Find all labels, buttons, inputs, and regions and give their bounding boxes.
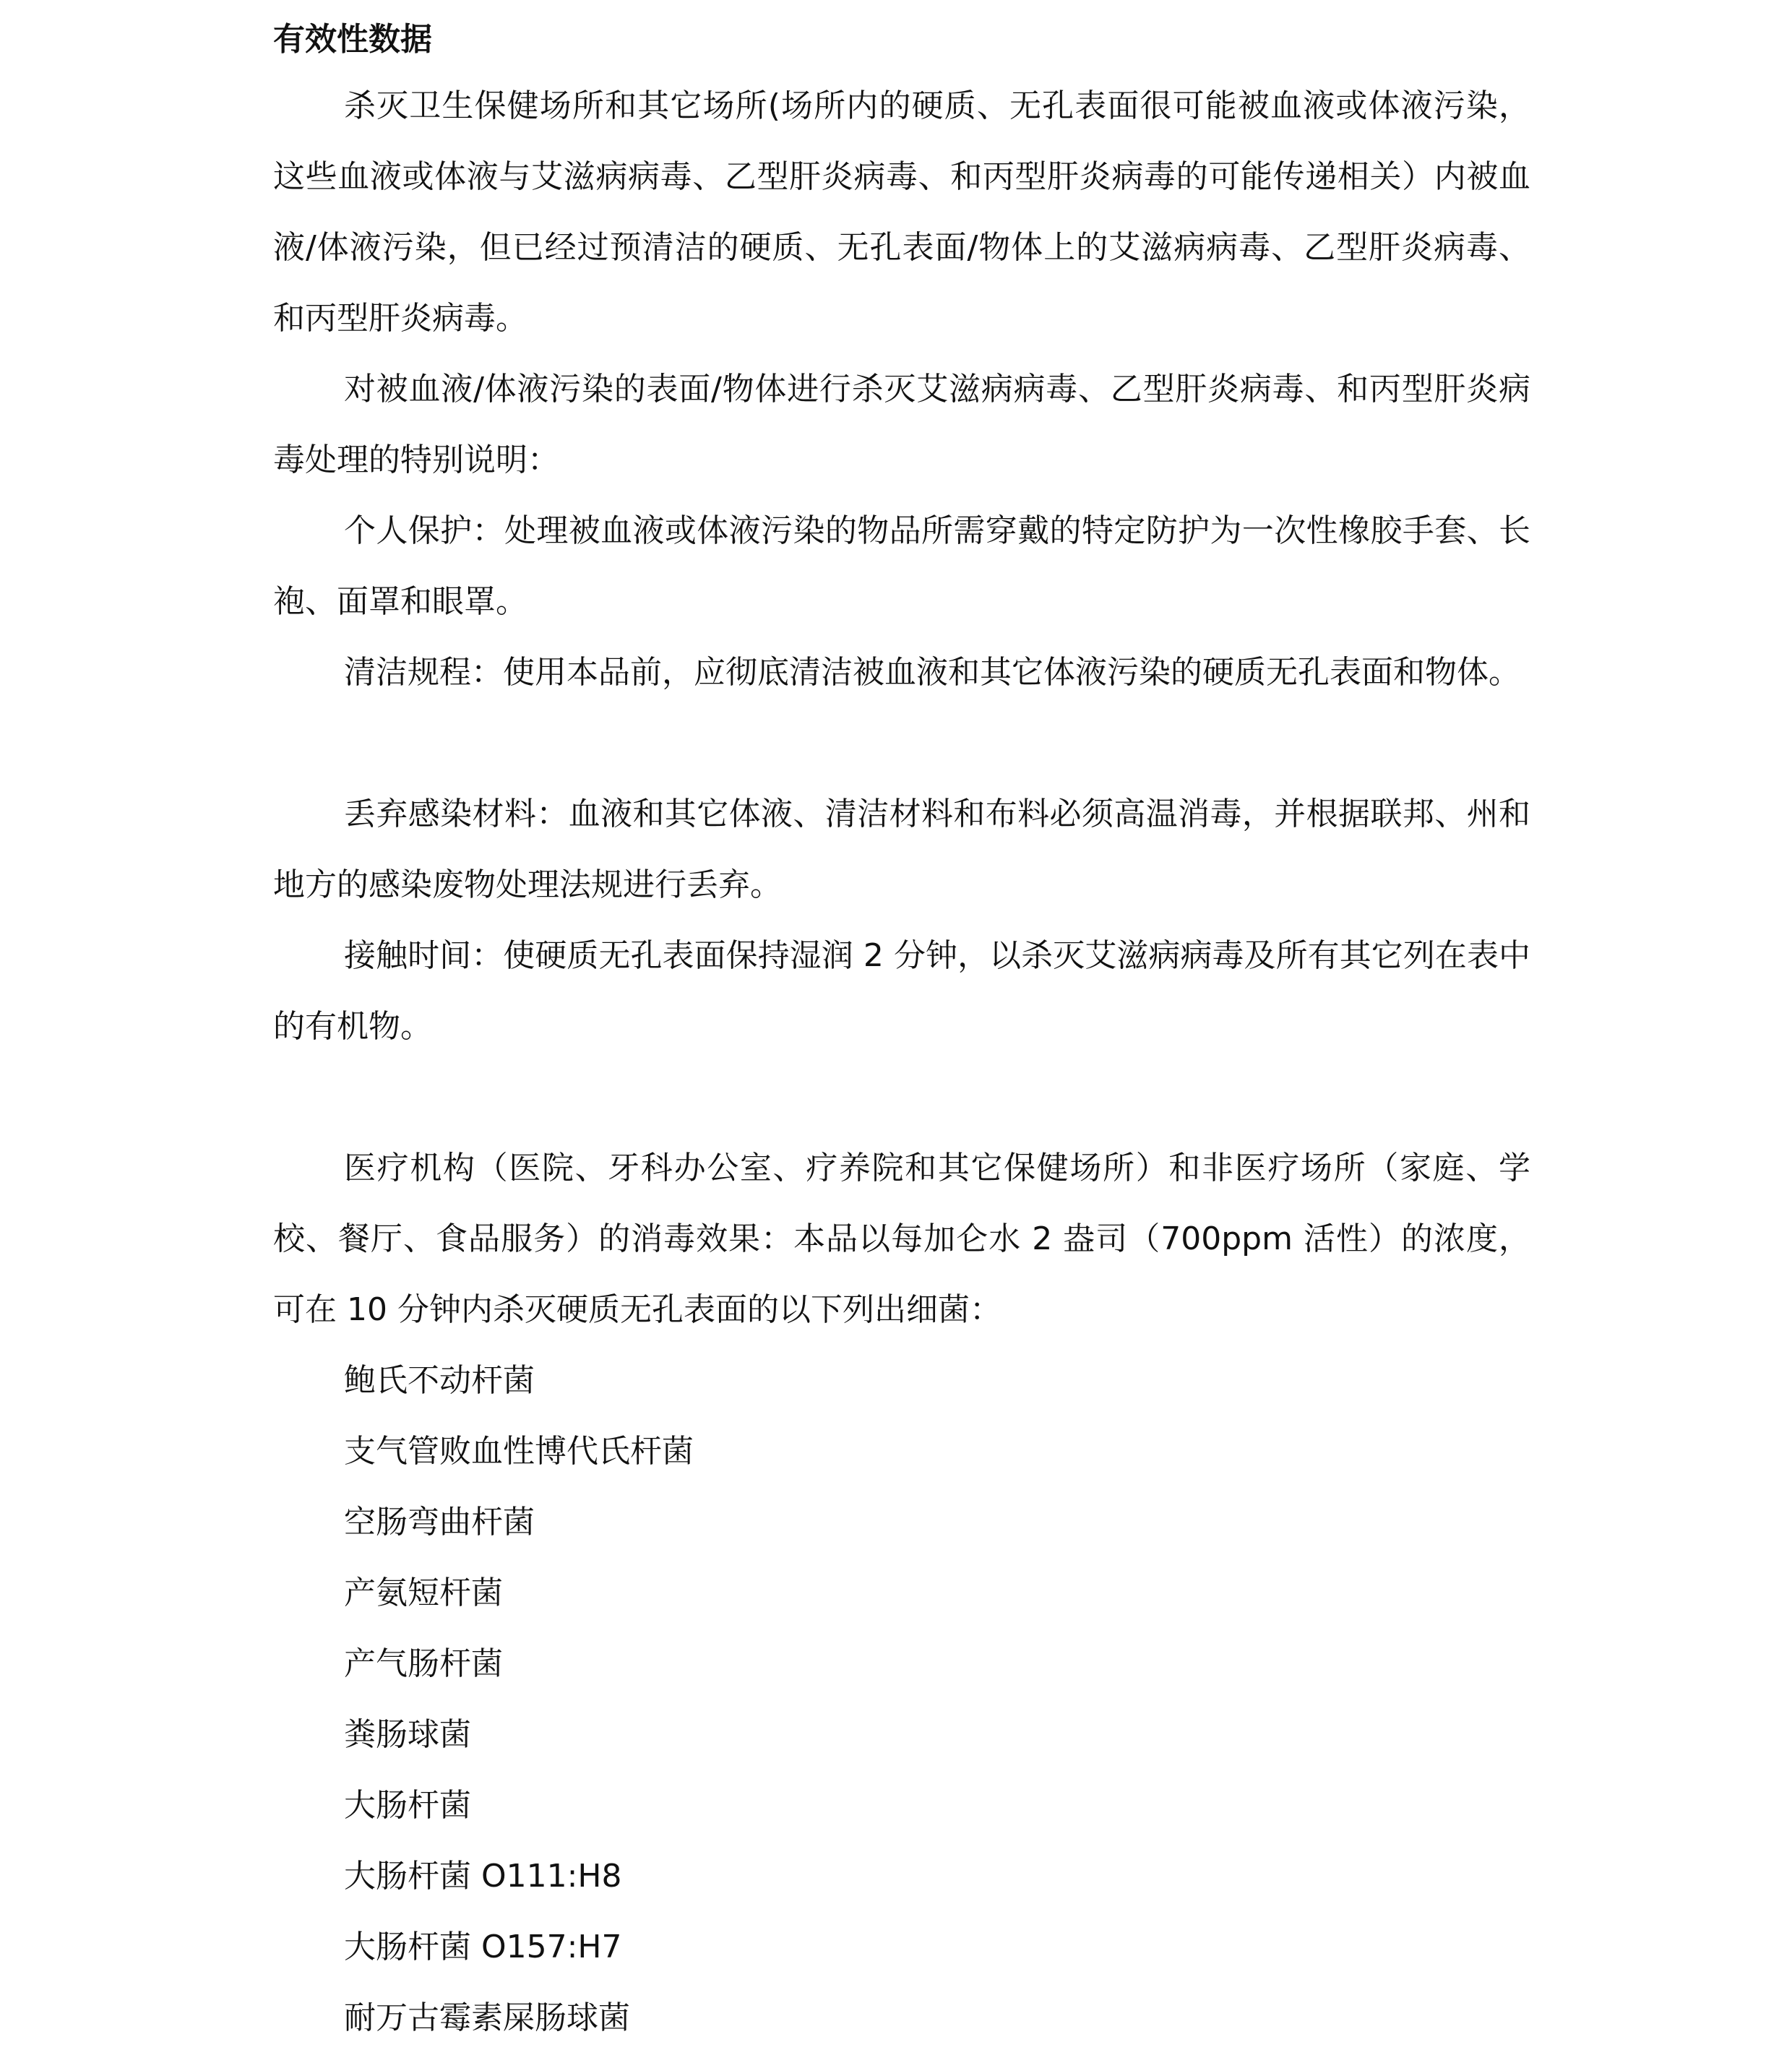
list-item: 产氨短杆菌 [344, 1574, 503, 1611]
section-heading: 有效性数据 [273, 21, 432, 58]
paragraph-special-instructions: 对被血液/体液污染的表面/物体进行杀灭艾滋病病毒、乙型肝炎病毒、和丙型肝炎病毒处理的特别说明： [273, 371, 1530, 478]
list-item: 空肠弯曲杆菌 [344, 1504, 535, 1541]
paragraph-scope: 杀灭卫生保健场所和其它场所(场所内的硬质、无孔表面很可能被血液或体液污染，这些血液或体液与艾滋病病毒、乙型肝炎病毒、和丙型肝炎病毒的可能传递相关）内被血液/体液污染，但已经过预清洁的硬质、无孔表面/物体上的艾滋病病毒、乙型肝炎病毒、和丙型肝炎病毒。 [273, 87, 1530, 337]
list-item: 鲍氏不动杆菌 [344, 1362, 535, 1399]
paragraph-personal-protection: 个人保护：处理被血液或体液污染的物品所需穿戴的特定防护为一次性橡胶手套、长袍、面罩和眼罩。 [273, 512, 1530, 620]
list-item: 粪肠球菌 [344, 1716, 471, 1753]
paragraph-disinfection-efficacy: 医疗机构（医院、牙科办公室、疗养院和其它保健场所）和非医疗场所（家庭、学校、餐厅、食品服务）的消毒效果：本品以每加仑水 2 盎司（700ppm 活性）的浓度，可在 10 分钟内杀灭硬质无孔表面的以下列出细菌： [273, 1150, 1530, 1328]
list-item: 耐万古霉素屎肠球菌 [344, 1999, 630, 2036]
list-item: 大肠杆菌 O111:H8 [344, 1858, 622, 1895]
list-item: 大肠杆菌 O157:H7 [344, 1929, 622, 1965]
paragraph-disposal: 丢弃感染材料：血液和其它体液、清洁材料和布料必须高温消毒，并根据联邦、州和地方的感染废物处理法规进行丢弃。 [273, 796, 1530, 903]
paragraph-cleaning-procedure: 清洁规程：使用本品前，应彻底清洁被血液和其它体液污染的硬质无孔表面和物体。 [344, 654, 1520, 691]
paragraph-contact-time: 接触时间：使硬质无孔表面保持湿润 2 分钟，以杀灭艾滋病病毒及所有其它列在表中的有机物。 [273, 937, 1530, 1045]
list-item: 大肠杆菌 [344, 1787, 471, 1824]
list-item: 支气管败血性博代氏杆菌 [344, 1433, 694, 1470]
list-item: 产气肠杆菌 [344, 1645, 503, 1682]
